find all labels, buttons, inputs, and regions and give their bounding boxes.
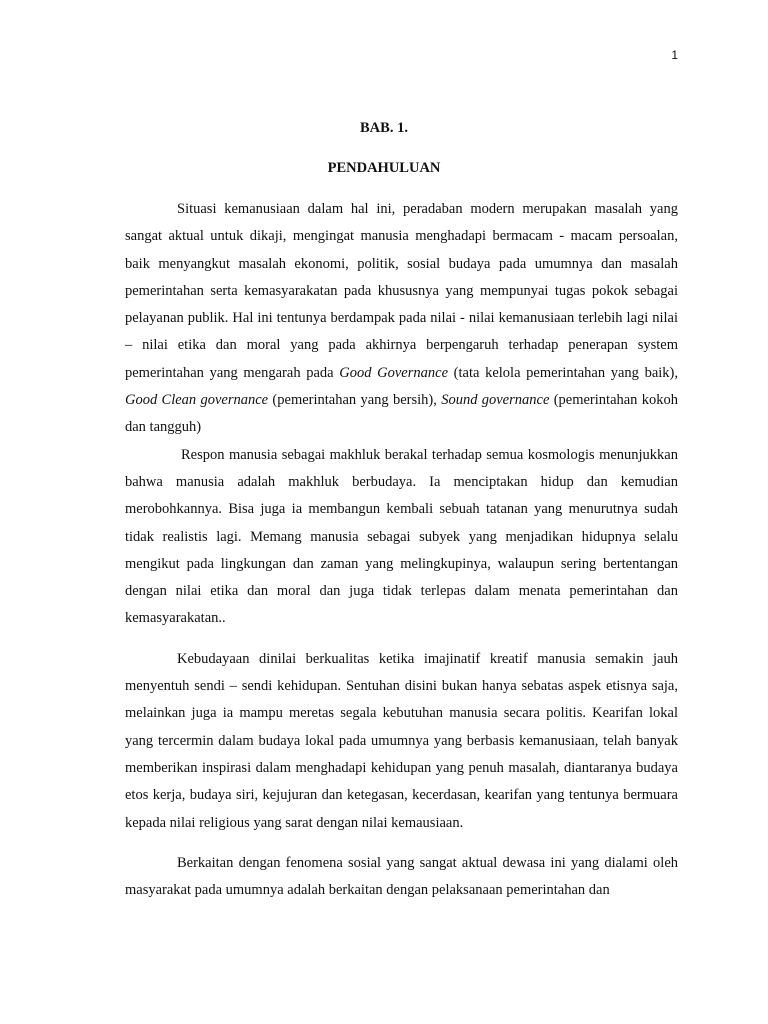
chapter-heading: BAB. 1.: [360, 120, 408, 136]
term-sound-governance: Sound governance: [441, 392, 550, 409]
paragraph-3: Kebudayaan dinilai berkualitas ketika imajinatif kreatif manusia semakin jauh menyentuh sendi – sendi kehidupan. Sentuhan disini bukan hanya sebatas aspek etisnya saja, melainkan juga ia mampu meretas segala kebutuhan manusia secara politis. Kearifan lokal yang tercermin dalam budaya lokal pada umumnya yang berbasis kemanusiaan, telah banyak memberikan inspirasi dalam menghadapi kehidupan yang penuh masalah, diantaranya budaya etos kerja, budaya siri, kejujuran dan ketegasan, kecerdasan, kearifan yang tentunya bermuara kepada nilai religious yang sarat dengan nilai kemausiaan.: [125, 650, 678, 831]
paragraph-1: [125, 196, 678, 442]
term-good-clean-governance: Good Clean governance: [125, 392, 269, 409]
paragraph-4: Berkaitan dengan fenomena sosial yang sangat aktual dewasa ini yang dialami oleh masyarakat pada umumnya adalah berkaitan dengan pelaksanaan pemerintahan dan: [125, 854, 678, 899]
term-good-governance: Good Governance: [339, 364, 449, 381]
paragraph-1-text-c: (pemerintahan yang bersih),: [268, 392, 442, 409]
body-text: [125, 196, 678, 904]
paragraph-2: Respon manusia sebagai makhluk berakal terhadap semua kosmologis menunjukkan bahwa manusia adalah makhluk berbudaya. Ia menciptakan hidup dan kemudian merobohkannya. Bisa juga ia membangun kembali sebuah tatanan yang menurutnya sudah tidak realistis lagi. Memang manusia sebagai subyek yang menjadikan hidupnya selalu mengikut pada lingkungan dan zaman yang melingkupinya, walaupun sering bertentangan dengan nilai etika dan moral dan juga tidak terlepas dalam menata pemerintahan dan kemasyarakatan..: [125, 446, 678, 627]
paragraph-1-text-a: Situasi kemanusiaan dalam hal ini, peradaban modern merupakan masalah yang sangat aktual untuk dikaji, mengingat manusia menghadapi bermacam - macam persoalan, baik menyangkut masalah ekonomi, politik, sosial budaya pada umumnya dan masalah pemerintahan serta kemasyarakatan pada khususnya yang mempunyai tugas pokok sebagai pelayanan publik. Hal ini tentunya berdampak pada nilai - nilai kemanusiaan terlebih lagi nilai – nilai etika dan moral yang pada akhirnya berpengaruh terhadap penerapan system pemerintahan yang mengarah pada: [125, 201, 678, 381]
page-number: 1: [671, 48, 678, 62]
paragraph-1-text-b: (tata kelola pemerintahan yang baik),: [448, 364, 678, 381]
chapter-title: PENDAHULUAN: [327, 160, 441, 176]
paragraph-1-text-d: (pemerintahan kokoh dan tangguh): [125, 392, 678, 436]
